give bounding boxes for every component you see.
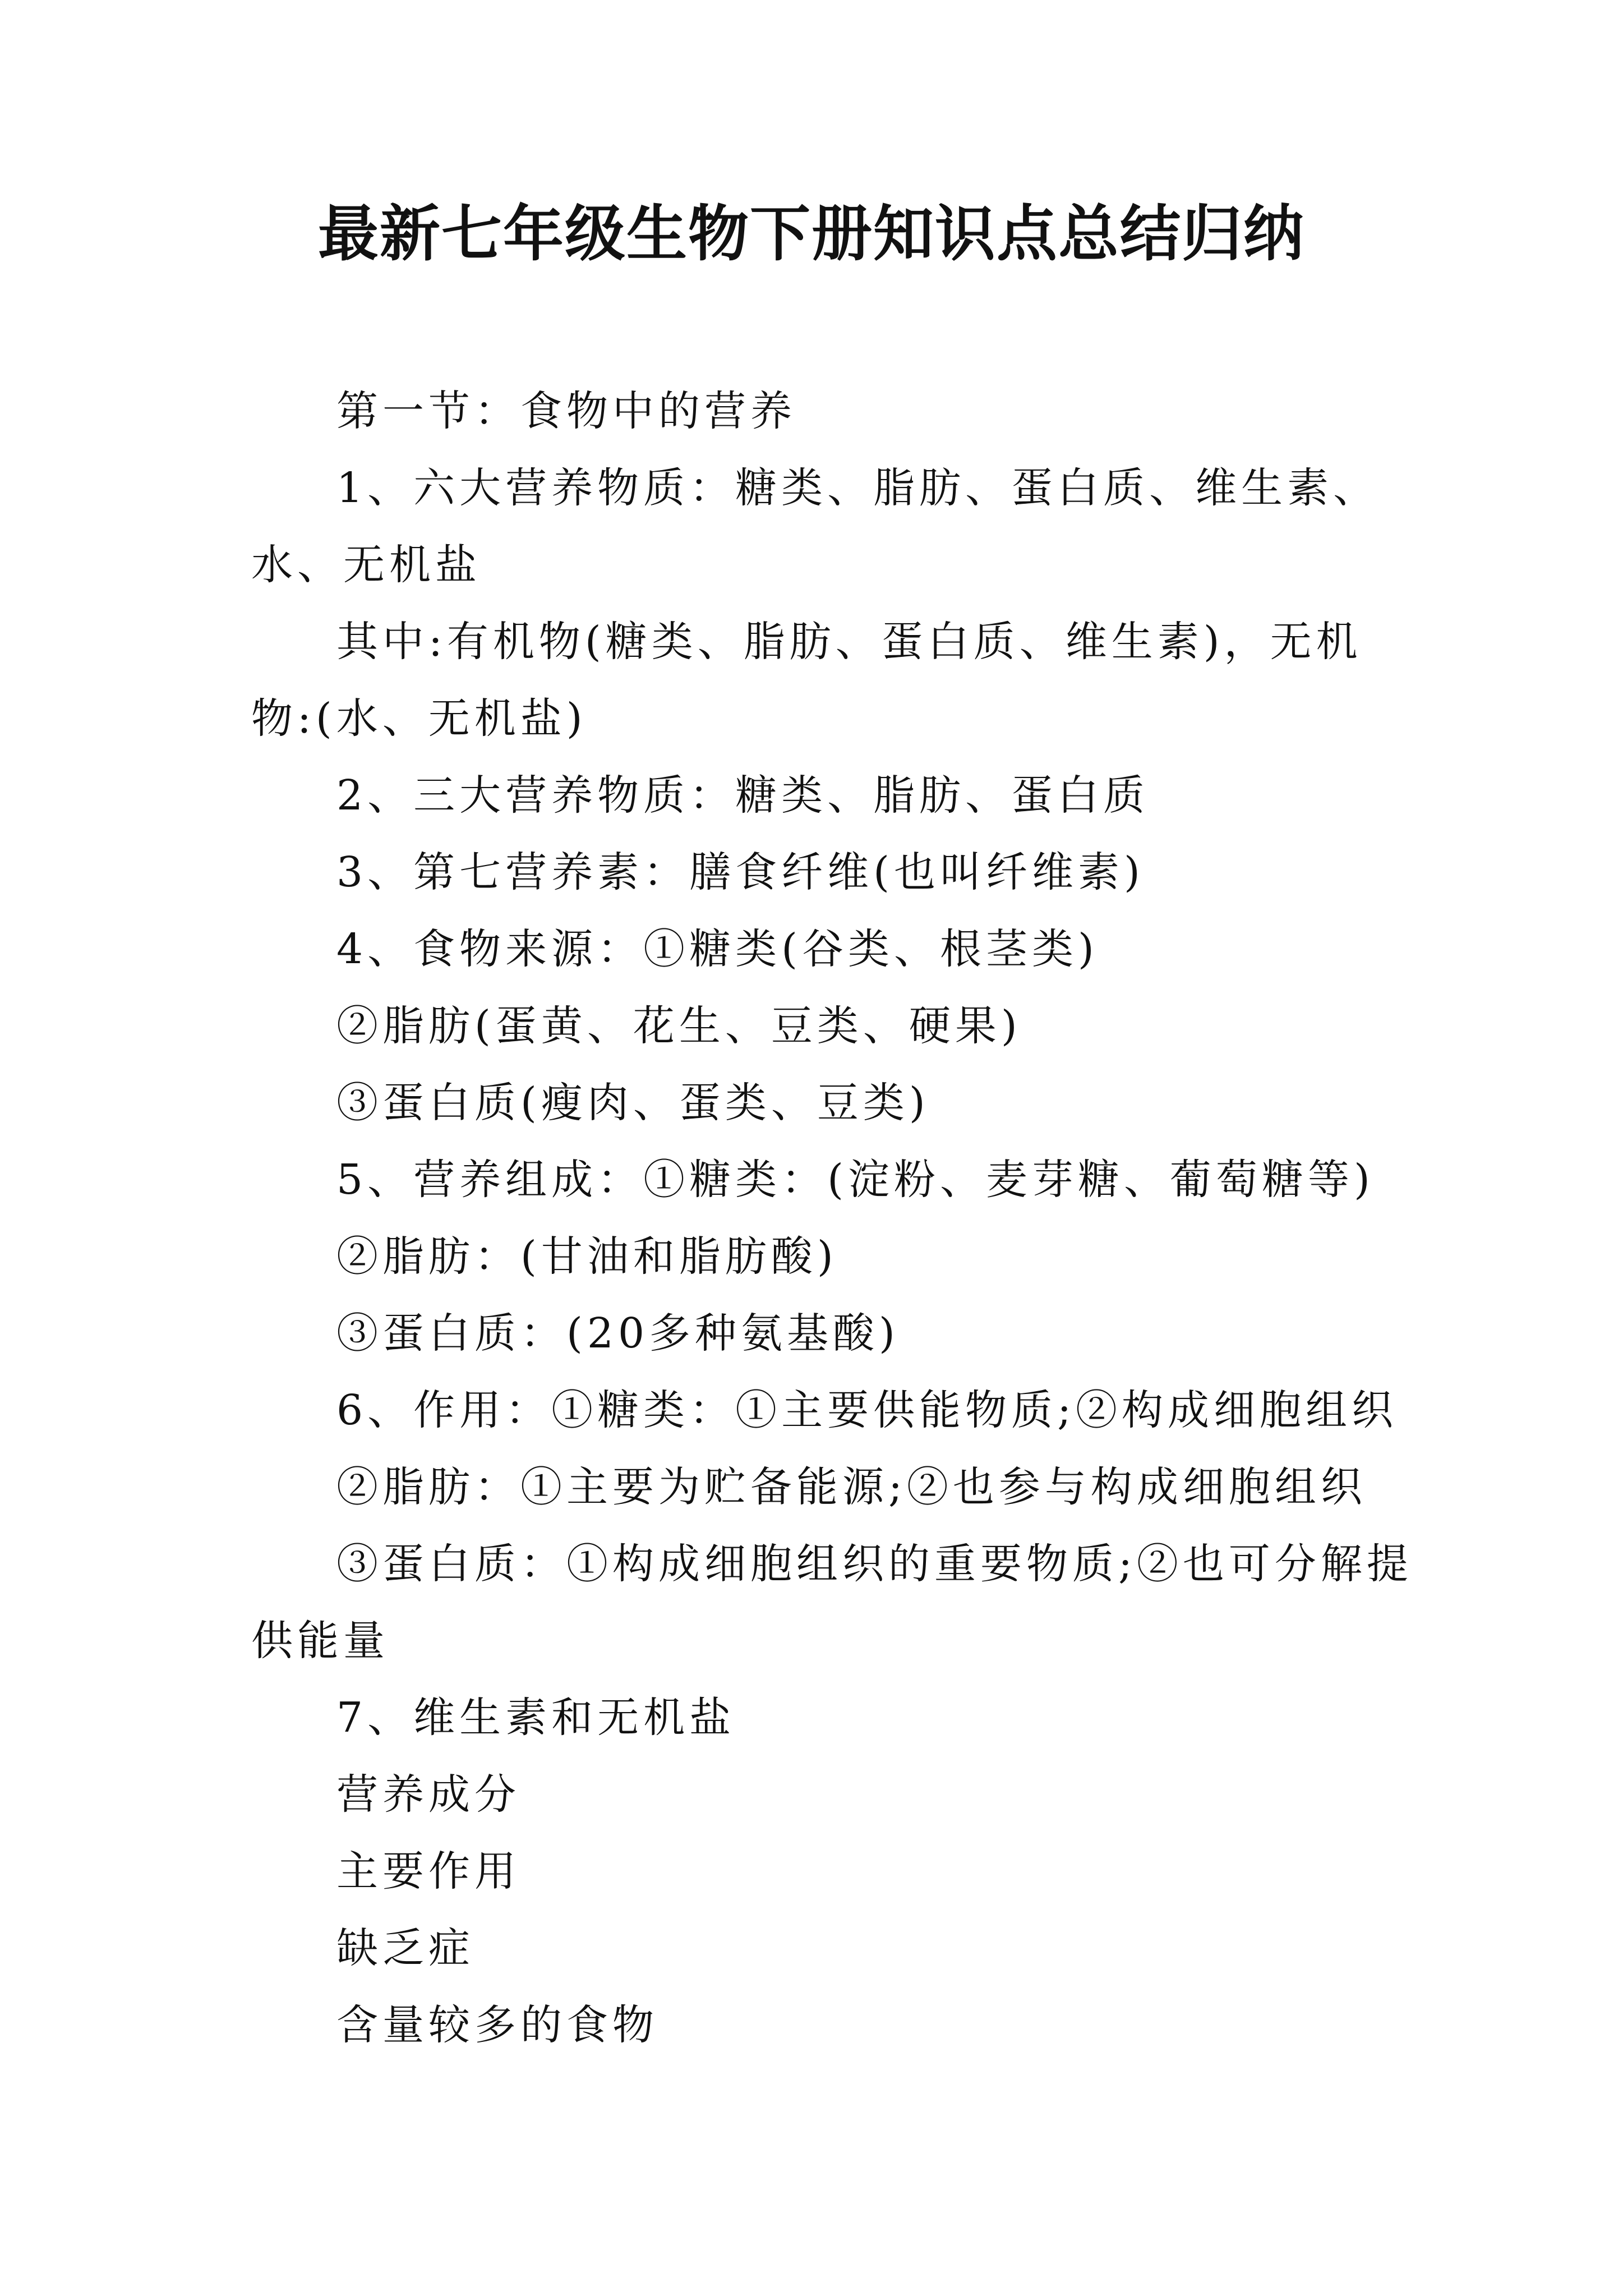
paragraph: ②脂肪：①主要为贮备能源;②也参与构成细胞组织 (336, 1463, 1367, 1511)
paragraph: ③蛋白质：①构成细胞组织的重要物质;②也可分解提供能量 (251, 1540, 1413, 1665)
paragraph: 营养成分 (336, 1770, 520, 1819)
paragraph: 4、食物来源：①糖类(谷类、根茎类) (336, 925, 1099, 973)
paragraph: 含量较多的食物 (336, 2001, 658, 2049)
paragraph: ③蛋白质(瘦肉、蛋类、豆类) (336, 1079, 930, 1127)
paragraph: 5、营养组成：①糖类：(淀粉、麦芽糖、葡萄糖等) (336, 1156, 1375, 1204)
paragraph: 缺乏症 (336, 1924, 474, 1972)
paragraph: ③蛋白质：(20多种氨基酸) (336, 1309, 900, 1358)
section-heading: 第一节：食物中的营养 (336, 387, 796, 435)
document-body (251, 373, 1418, 2064)
paragraph: ②脂肪：(甘油和脂肪酸) (336, 1232, 838, 1281)
paragraph: 1、六大营养物质：糖类、脂肪、蛋白质、维生素、水、无机盐 (251, 464, 1380, 589)
paragraph: 7、维生素和无机盐 (336, 1694, 736, 1742)
paragraph: 3、第七营养素：膳食纤维(也叫纤维素) (336, 848, 1145, 896)
paragraph: 其中:有机物(糖类、脂肪、蛋白质、维生素)，无机物:(水、无机盐) (251, 618, 1362, 743)
paragraph: 6、作用：①糖类：①主要供能物质;②构成细胞组织 (336, 1386, 1398, 1434)
document-title: 最新七年级生物下册知识点总结归纳 (317, 199, 1305, 269)
paragraph: 主要作用 (336, 1847, 520, 1895)
paragraph: ②脂肪(蛋黄、花生、豆类、硬果) (336, 1002, 1022, 1050)
paragraph: 2、三大营养物质：糖类、脂肪、蛋白质 (336, 771, 1150, 820)
